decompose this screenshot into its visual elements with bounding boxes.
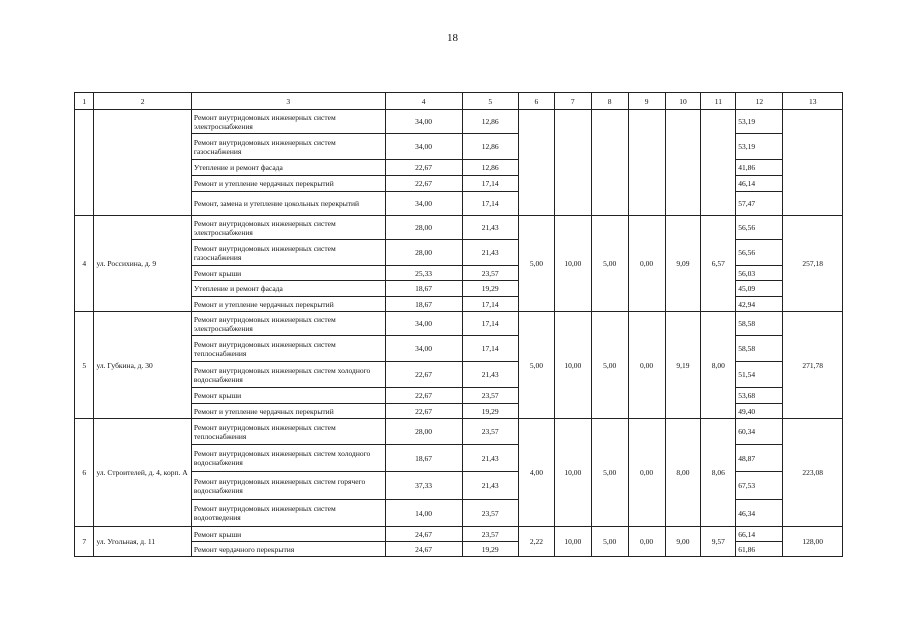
value-col4: 24,67 xyxy=(385,542,462,557)
value-col12: 60,34 xyxy=(736,419,783,445)
column-header: 6 xyxy=(518,93,554,110)
value-col12: 61,86 xyxy=(736,542,783,557)
value-col7: 10,00 xyxy=(554,216,591,312)
column-header: 13 xyxy=(783,93,843,110)
value-col8 xyxy=(591,110,628,216)
value-col10 xyxy=(665,110,701,216)
value-col10: 9,09 xyxy=(665,216,701,312)
work-description: Утепление и ремонт фасада xyxy=(191,160,385,176)
value-col4: 34,00 xyxy=(385,192,462,216)
value-col12: 46,14 xyxy=(736,176,783,192)
value-col11: 6,57 xyxy=(701,216,736,312)
value-col4: 22,67 xyxy=(385,176,462,192)
address-cell: ул. Угольная, д. 11 xyxy=(94,527,191,557)
value-col4: 24,67 xyxy=(385,527,462,542)
table-row xyxy=(75,110,843,134)
work-description: Ремонт и утепление чердачных перекрытий xyxy=(191,176,385,192)
value-col5: 17,14 xyxy=(462,176,518,192)
work-description: Ремонт внутридомовых инженерных систем электроснабжения xyxy=(191,312,385,336)
value-col5: 23,57 xyxy=(462,527,518,542)
value-col6: 5,00 xyxy=(518,216,554,312)
value-col8: 5,00 xyxy=(591,312,628,419)
work-description: Ремонт внутридомовых инженерных систем электроснабжения xyxy=(191,216,385,240)
page-number: 18 xyxy=(447,32,458,44)
value-col12: 66,14 xyxy=(736,527,783,542)
value-col12: 53,68 xyxy=(736,388,783,404)
value-col5: 21,43 xyxy=(462,445,518,472)
work-description: Ремонт чердачного перекрытия xyxy=(191,542,385,557)
value-col4: 28,00 xyxy=(385,419,462,445)
work-description: Ремонт внутридомовых инженерных систем теплоснабжения xyxy=(191,419,385,445)
value-col5: 17,14 xyxy=(462,312,518,336)
value-col7 xyxy=(554,110,591,216)
item-number xyxy=(75,110,94,216)
work-description: Ремонт крыши xyxy=(191,266,385,281)
value-col12: 56,56 xyxy=(736,216,783,240)
value-col4: 25,33 xyxy=(385,266,462,281)
value-col5: 17,14 xyxy=(462,336,518,362)
value-col12: 58,58 xyxy=(736,336,783,362)
column-header: 1 xyxy=(75,93,94,110)
work-description: Ремонт, замена и утепление цокольных перекрытий xyxy=(191,192,385,216)
value-col5: 23,57 xyxy=(462,388,518,404)
value-col5: 21,43 xyxy=(462,472,518,500)
value-col6 xyxy=(518,110,554,216)
value-col4: 22,67 xyxy=(385,362,462,388)
value-col12: 53,19 xyxy=(736,134,783,160)
value-col5: 19,29 xyxy=(462,542,518,557)
value-col5: 19,29 xyxy=(462,404,518,419)
value-col12: 41,86 xyxy=(736,160,783,176)
value-col10: 8,00 xyxy=(665,419,701,527)
value-col4: 34,00 xyxy=(385,110,462,134)
work-description: Ремонт внутридомовых инженерных систем горячего водоснабжения xyxy=(191,472,385,500)
column-header: 4 xyxy=(385,93,462,110)
value-col4: 22,67 xyxy=(385,404,462,419)
value-col11: 8,00 xyxy=(701,312,736,419)
value-col12: 58,58 xyxy=(736,312,783,336)
column-header: 10 xyxy=(665,93,701,110)
column-header: 2 xyxy=(94,93,191,110)
work-description: Ремонт внутридомовых инженерных систем электроснабжения xyxy=(191,110,385,134)
work-description: Ремонт крыши xyxy=(191,388,385,404)
value-col5: 17,14 xyxy=(462,192,518,216)
value-col4: 18,67 xyxy=(385,297,462,312)
value-col10: 9,19 xyxy=(665,312,701,419)
value-col9: 0,00 xyxy=(628,419,665,527)
value-col4: 34,00 xyxy=(385,134,462,160)
value-col5: 17,14 xyxy=(462,297,518,312)
item-number: 6 xyxy=(75,419,94,527)
value-col4: 22,67 xyxy=(385,388,462,404)
address-cell: ул. Губкина, д. 30 xyxy=(94,312,191,419)
work-description: Ремонт внутридомовых инженерных систем холодного водоснабжения xyxy=(191,362,385,388)
value-col12: 49,40 xyxy=(736,404,783,419)
value-col12: 57,47 xyxy=(736,192,783,216)
value-col12: 51,54 xyxy=(736,362,783,388)
item-number: 7 xyxy=(75,527,94,557)
value-col12: 53,19 xyxy=(736,110,783,134)
work-description: Ремонт внутридомовых инженерных систем теплоснабжения xyxy=(191,336,385,362)
value-col4: 34,00 xyxy=(385,336,462,362)
value-col5: 23,57 xyxy=(462,419,518,445)
value-col12: 45,09 xyxy=(736,281,783,297)
value-col12: 48,87 xyxy=(736,445,783,472)
work-description: Ремонт и утепление чердачных перекрытий xyxy=(191,404,385,419)
value-col4: 34,00 xyxy=(385,312,462,336)
table-row xyxy=(75,216,843,240)
table-row xyxy=(75,312,843,336)
value-col4: 18,67 xyxy=(385,281,462,297)
item-number: 5 xyxy=(75,312,94,419)
value-col5: 12,86 xyxy=(462,160,518,176)
value-col4: 14,00 xyxy=(385,500,462,527)
work-description: Ремонт крыши xyxy=(191,527,385,542)
value-col11: 9,57 xyxy=(701,527,736,557)
value-col7: 10,00 xyxy=(554,312,591,419)
value-col12: 56,56 xyxy=(736,240,783,266)
value-col4: 18,67 xyxy=(385,445,462,472)
value-col13 xyxy=(783,110,843,216)
column-header: 11 xyxy=(701,93,736,110)
address-cell xyxy=(94,110,191,216)
work-description: Ремонт внутридомовых инженерных систем газоснабжения xyxy=(191,240,385,266)
item-number: 4 xyxy=(75,216,94,312)
value-col5: 21,43 xyxy=(462,216,518,240)
value-col13: 128,00 xyxy=(783,527,843,557)
value-col5: 19,29 xyxy=(462,281,518,297)
value-col9: 0,00 xyxy=(628,527,665,557)
address-cell: ул. Россихина, д. 9 xyxy=(94,216,191,312)
work-description: Ремонт и утепление чердачных перекрытий xyxy=(191,297,385,312)
value-col10: 9,00 xyxy=(665,527,701,557)
column-header: 7 xyxy=(554,93,591,110)
table-row xyxy=(75,419,843,445)
value-col6: 4,00 xyxy=(518,419,554,527)
value-col5: 23,57 xyxy=(462,500,518,527)
value-col7: 10,00 xyxy=(554,419,591,527)
value-col12: 42,94 xyxy=(736,297,783,312)
work-description: Ремонт внутридомовых инженерных систем водоотведения xyxy=(191,500,385,527)
value-col4: 22,67 xyxy=(385,160,462,176)
value-col12: 67,53 xyxy=(736,472,783,500)
value-col13: 223,08 xyxy=(783,419,843,527)
value-col4: 28,00 xyxy=(385,240,462,266)
value-col5: 23,57 xyxy=(462,266,518,281)
value-col7: 10,00 xyxy=(554,527,591,557)
column-header: 8 xyxy=(591,93,628,110)
value-col12: 56,03 xyxy=(736,266,783,281)
work-description: Утепление и ремонт фасада xyxy=(191,281,385,297)
table-row xyxy=(75,527,843,542)
address-cell: ул. Строителей, д. 4, корп. А xyxy=(94,419,191,527)
value-col4: 37,33 xyxy=(385,472,462,500)
table-header-row xyxy=(75,93,843,110)
repair-table xyxy=(74,92,843,557)
value-col8: 5,00 xyxy=(591,527,628,557)
column-header: 5 xyxy=(462,93,518,110)
value-col5: 12,86 xyxy=(462,134,518,160)
value-col9: 0,00 xyxy=(628,312,665,419)
value-col5: 21,43 xyxy=(462,240,518,266)
work-description: Ремонт внутридомовых инженерных систем газоснабжения xyxy=(191,134,385,160)
value-col5: 21,43 xyxy=(462,362,518,388)
value-col4: 28,00 xyxy=(385,216,462,240)
value-col8: 5,00 xyxy=(591,216,628,312)
value-col6: 2,22 xyxy=(518,527,554,557)
column-header: 3 xyxy=(191,93,385,110)
value-col12: 46,34 xyxy=(736,500,783,527)
value-col13: 257,18 xyxy=(783,216,843,312)
value-col9 xyxy=(628,110,665,216)
value-col5: 12,86 xyxy=(462,110,518,134)
value-col11 xyxy=(701,110,736,216)
value-col9: 0,00 xyxy=(628,216,665,312)
value-col8: 5,00 xyxy=(591,419,628,527)
column-header: 12 xyxy=(736,93,783,110)
value-col11: 8,06 xyxy=(701,419,736,527)
column-header: 9 xyxy=(628,93,665,110)
work-description: Ремонт внутридомовых инженерных систем холодного водоснабжения xyxy=(191,445,385,472)
value-col13: 271,78 xyxy=(783,312,843,419)
value-col6: 5,00 xyxy=(518,312,554,419)
